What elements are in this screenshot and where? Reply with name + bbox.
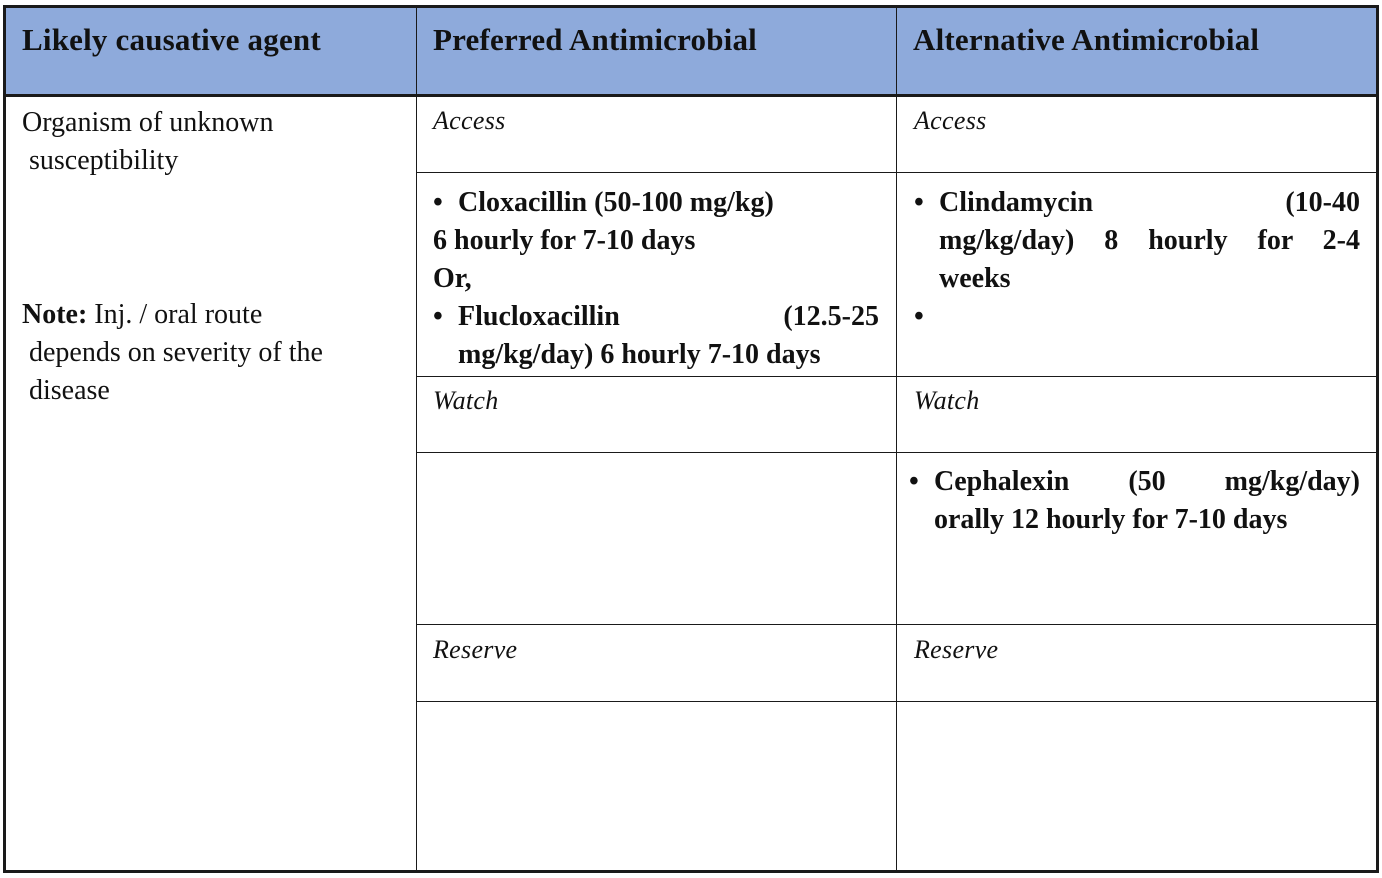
row-divider xyxy=(416,452,1376,453)
drug-clindamycin: Clindamycin xyxy=(939,187,1094,218)
row-divider xyxy=(416,376,1376,377)
agent-cell xyxy=(22,104,402,410)
note-line-1: Inj. / oral route xyxy=(87,299,263,330)
list-item xyxy=(433,184,879,222)
drug-clindamycin-duration: weeks xyxy=(939,263,1011,294)
column-divider-1 xyxy=(416,8,417,870)
list-item xyxy=(909,463,1360,501)
drug-cephalexin-dosing: orally 12 hourly for 7-10 days xyxy=(934,504,1288,535)
tier-label-watch: Watch xyxy=(433,386,499,415)
header-preferred-label: Preferred Antimicrobial xyxy=(433,22,757,57)
note-label: Note: xyxy=(22,299,88,330)
drug-cephalexin: Cephalexin (50 mg/kg/day) xyxy=(934,466,1360,497)
drug-clindamycin-dose: (10-40 xyxy=(1285,187,1360,218)
alternative-watch-drugs xyxy=(909,463,1360,539)
list-item xyxy=(914,184,1360,222)
bullet-icon: • xyxy=(909,466,919,497)
row-divider xyxy=(416,624,1376,625)
tier-label-watch: Watch xyxy=(914,386,980,415)
antimicrobial-table xyxy=(3,5,1379,873)
preferred-access-drugs xyxy=(433,184,879,374)
row-divider xyxy=(416,701,1376,702)
agent-line-1: Organism of unknown xyxy=(22,107,274,138)
agent-note xyxy=(22,296,402,334)
row-divider xyxy=(416,172,1376,173)
bullet-icon: • xyxy=(914,301,924,332)
note-line-3: disease xyxy=(29,375,110,406)
tier-label-reserve: Reserve xyxy=(914,635,999,664)
header-agent-label: Likely causative agent xyxy=(22,22,321,57)
alternative-access-drugs xyxy=(914,184,1360,336)
bullet-icon: • xyxy=(433,301,443,332)
tier-label-access: Access xyxy=(914,106,987,135)
drug-clindamycin-dosing: mg/kg/day) 8 hourly for 2-4 xyxy=(939,225,1360,256)
bullet-icon: • xyxy=(914,187,924,218)
note-line-2: depends on severity of the xyxy=(29,337,323,368)
column-divider-2 xyxy=(896,8,897,870)
header-alternative-label: Alternative Antimicrobial xyxy=(913,22,1260,57)
drug-cloxacillin-dosing: 6 hourly for 7-10 days xyxy=(433,225,696,256)
drug-flucloxacillin-dose: (12.5-25 xyxy=(783,301,879,332)
list-item xyxy=(914,298,1360,336)
tier-label-access: Access xyxy=(433,106,506,135)
header-divider xyxy=(6,94,1376,97)
drug-cloxacillin: Cloxacillin (50-100 mg/kg) xyxy=(458,187,774,218)
or-text: Or, xyxy=(433,263,472,294)
header-cell-preferred xyxy=(417,8,896,94)
tier-label-reserve: Reserve xyxy=(433,635,518,664)
drug-flucloxacillin-dosing: mg/kg/day) 6 hourly 7-10 days xyxy=(458,339,821,370)
agent-line-2: susceptibility xyxy=(29,145,179,176)
list-item xyxy=(433,298,879,336)
bullet-icon: • xyxy=(433,187,443,218)
drug-flucloxacillin: Flucloxacillin xyxy=(458,301,620,332)
header-cell-alternative xyxy=(897,8,1376,94)
header-cell-agent xyxy=(6,8,416,94)
